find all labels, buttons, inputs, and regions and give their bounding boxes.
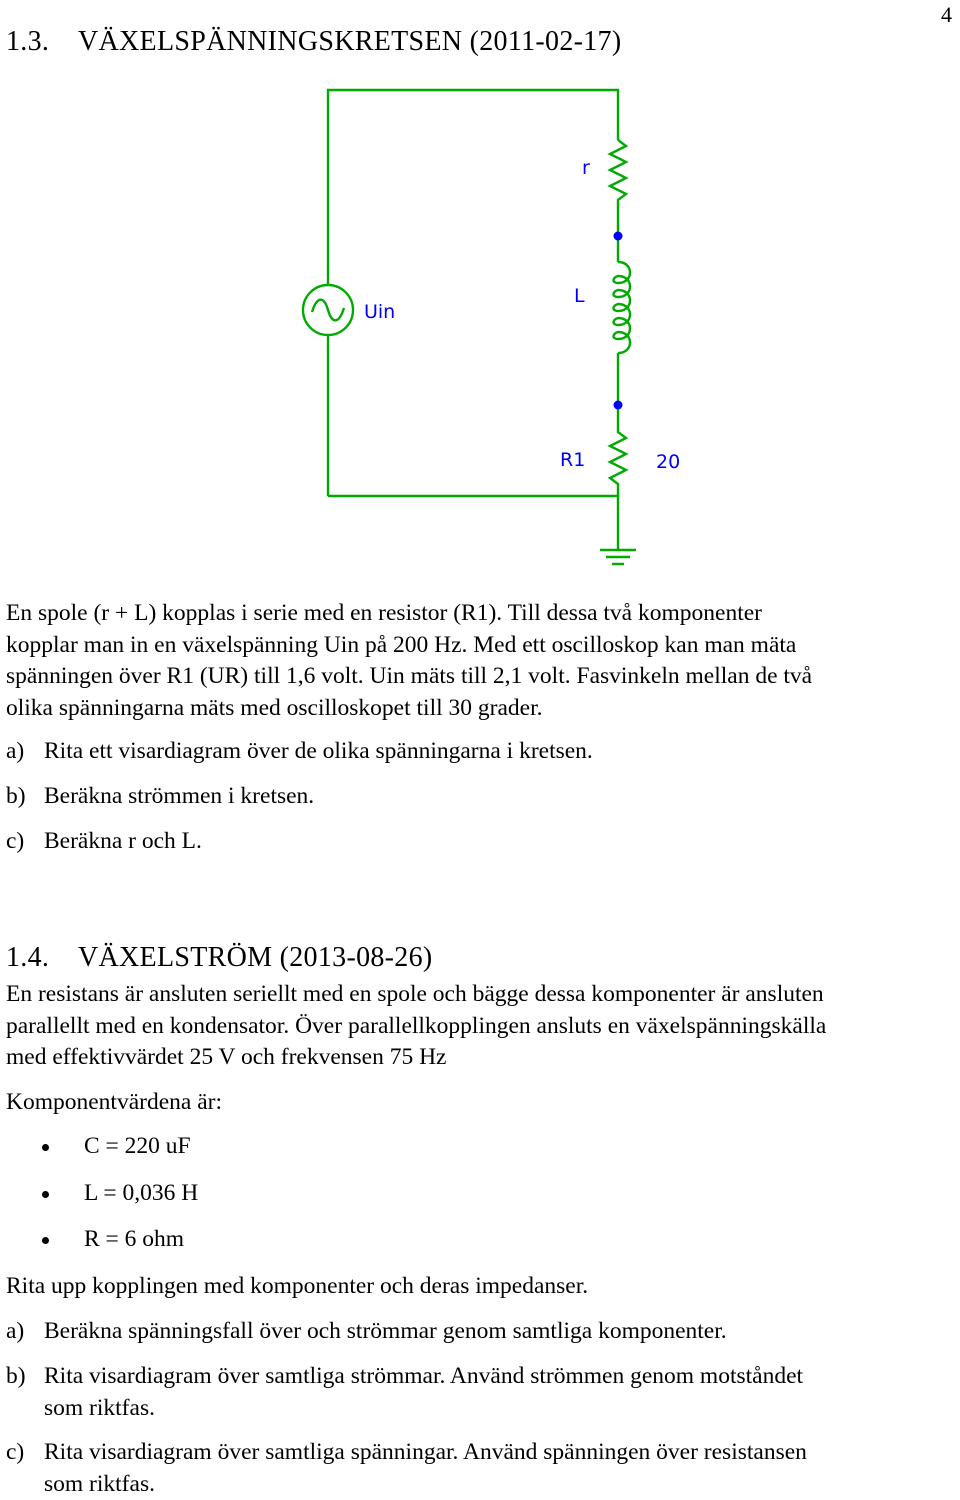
task-label: b) <box>6 781 44 813</box>
wire-left-top <box>328 90 618 284</box>
task-text: Rita visardiagram över samtliga spänningar. Använd spänningen över resistansen <box>44 1439 807 1465</box>
instruction-text: Rita upp kopplingen med komponenter och deras impedanser. <box>6 1271 951 1303</box>
task-item <box>6 826 951 858</box>
task-text-continued: som riktfas. <box>6 1393 951 1425</box>
bullet-dot <box>42 1144 49 1151</box>
label-r1-value: 20 <box>656 451 680 473</box>
task-label: c) <box>6 1437 44 1469</box>
task-label: a) <box>6 736 44 768</box>
resistor-r-symbol <box>610 140 626 236</box>
text-line: En spole (r + L) kopplas i serie med en resistor (R1). Till dessa två komponenter <box>6 598 951 630</box>
circuit-diagram <box>0 0 960 580</box>
text-line: parallellt med en kondensator. Över parallellkopplingen ansluts en växelspänningskälla <box>6 1011 951 1043</box>
task-text: Beräkna spänningsfall över och strömmar genom samtliga komponenter. <box>44 1318 727 1344</box>
label-r: r <box>582 157 590 179</box>
text-line: spänningen över R1 (UR) till 1,6 volt. Uin mäts till 2,1 volt. Fasvinkeln mellan de två <box>6 661 951 693</box>
text-line: kopplar man in en växelspänning Uin på 200 Hz. Med ett oscilloskop kan man mäta <box>6 630 951 662</box>
task-item <box>6 1361 951 1424</box>
text-line: olika spänningarna mäts med oscilloskopet till 30 grader. <box>6 693 951 725</box>
text-line: med effektivvärdet 25 V och frekvensen 75 Hz <box>6 1042 951 1074</box>
task-text-continued: som riktfas. <box>6 1469 951 1500</box>
node-dot <box>614 232 623 241</box>
section2-intro <box>6 979 951 1074</box>
component-value: C = 220 uF <box>84 1133 191 1160</box>
task-item <box>6 736 951 768</box>
task-item <box>6 781 951 813</box>
bullet-dot <box>42 1237 49 1244</box>
task-label: a) <box>6 1316 44 1348</box>
task-text: Rita visardiagram över samtliga strömmar. Använd strömmen genom motståndet <box>44 1363 803 1389</box>
section1-intro <box>6 598 951 724</box>
bullet-dot <box>42 1191 49 1198</box>
task-text: Beräkna strömmen i kretsen. <box>44 783 314 809</box>
component-value: R = 6 ohm <box>84 1226 184 1253</box>
components-heading: Komponentvärdena är: <box>6 1087 951 1119</box>
task-item <box>6 1437 951 1500</box>
component-value: L = 0,036 H <box>84 1180 198 1207</box>
task-label: b) <box>6 1361 44 1393</box>
inductor-l-symbol <box>614 262 631 353</box>
ac-sine-icon <box>312 300 344 321</box>
label-r1: R1 <box>560 449 585 471</box>
section-title: VÄXELSTRÖM (2013-08-26) <box>78 942 433 973</box>
task-text: Rita ett visardiagram över de olika spänningarna i kretsen. <box>44 738 593 764</box>
label-uin: Uin <box>364 301 395 323</box>
section-title: VÄXELSPÄNNINGSKRETSEN (2011-02-17) <box>78 26 621 57</box>
page-number: 4 <box>941 2 952 28</box>
section-heading-1-4 <box>6 942 433 974</box>
task-text: Beräkna r och L. <box>44 828 202 854</box>
resistor-r1-symbol <box>610 405 626 540</box>
section-number: 1.3. <box>6 26 78 58</box>
task-label: c) <box>6 826 44 858</box>
label-l: L <box>574 285 585 307</box>
node-dot <box>614 401 623 410</box>
task-item <box>6 1316 951 1348</box>
text-line: En resistans är ansluten seriellt med en spole och bägge dessa komponenter är ansluten <box>6 979 951 1011</box>
section-number: 1.4. <box>6 942 78 974</box>
